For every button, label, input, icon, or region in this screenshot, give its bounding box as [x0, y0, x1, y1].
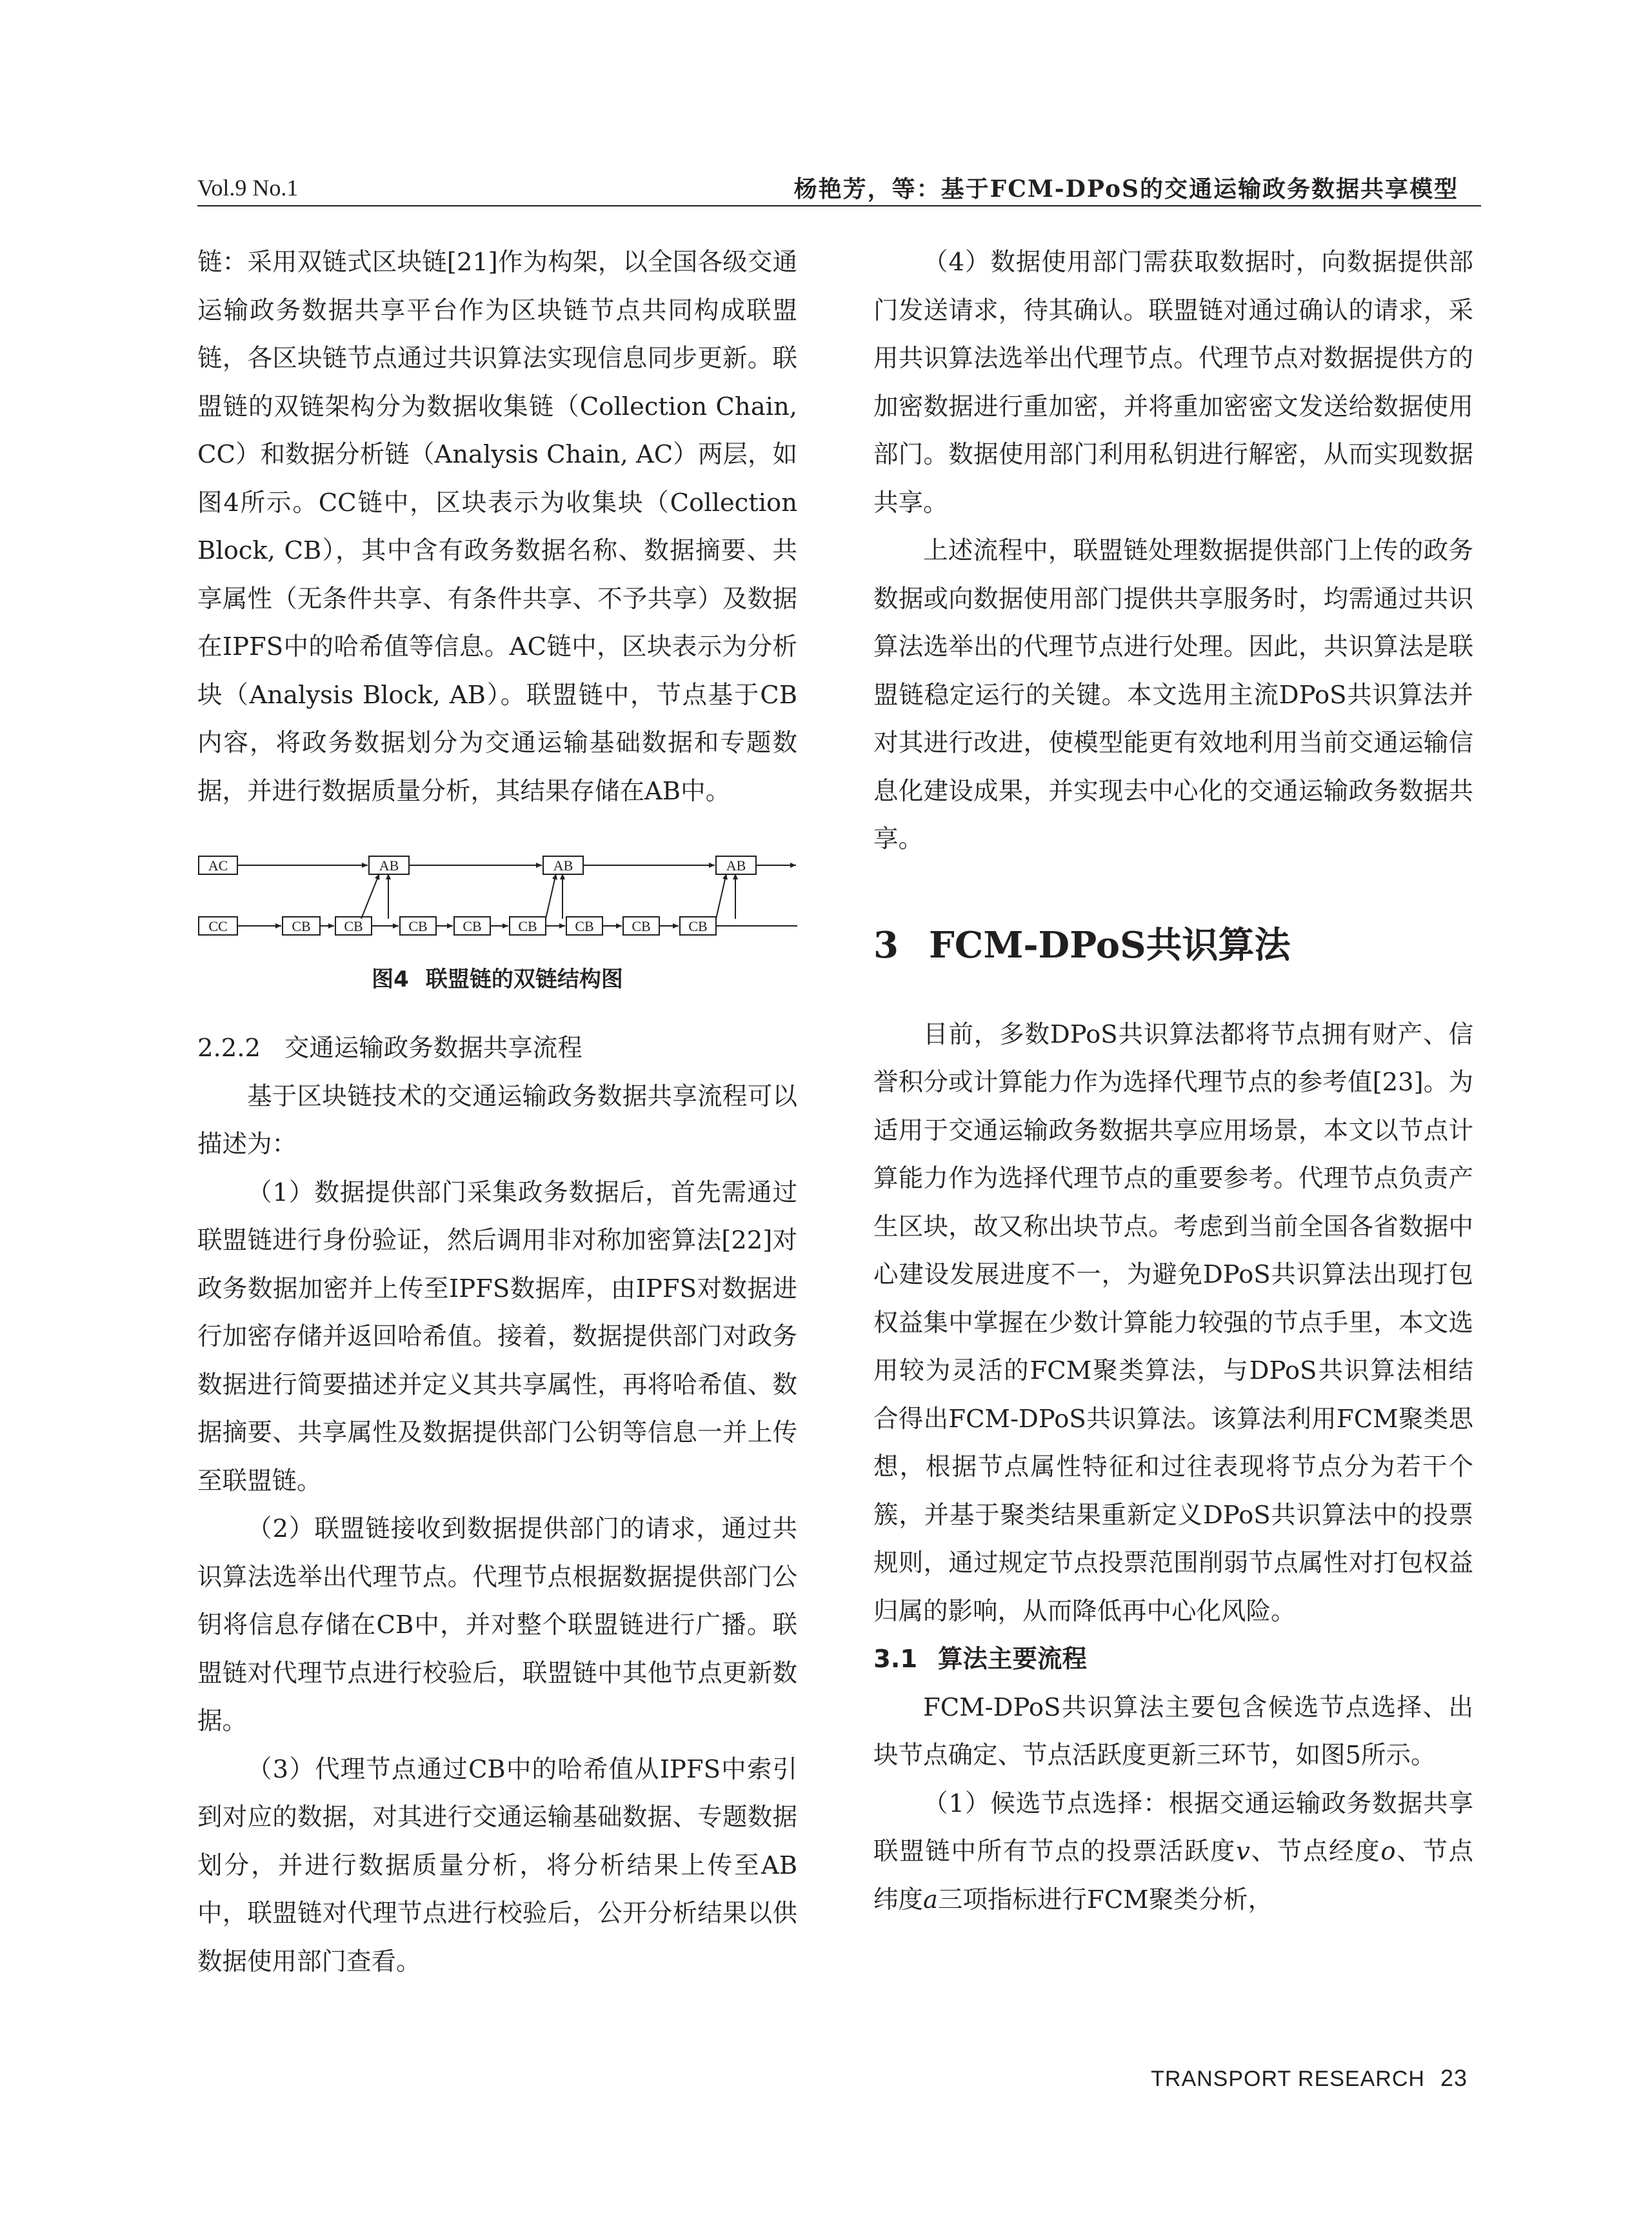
- variable-v: v: [1236, 1837, 1250, 1866]
- subsection-title: 算法主要流程: [938, 1645, 1088, 1674]
- left-column: [197, 239, 797, 1986]
- paragraph: （1）数据提供部门采集政务数据后，首先需通过联盟链进行身份验证，然后调用非对称加密算法[22]对政务数据加密并上传至IPFS数据库，由IPFS对数据进行加密存储并返回哈希值。接着，数据提供部门对政务数据进行简要描述并定义其共享属性，再将哈希值、数据摘要、共享属性及数据提供部门公钥等信息一并上传至联盟链。: [197, 1178, 797, 1496]
- subsection-heading: [197, 1025, 797, 1073]
- cb-block-label: CB: [688, 918, 708, 934]
- ab-block-label: AB: [553, 857, 573, 874]
- cb-block-label: CB: [344, 918, 363, 934]
- section-number: 3: [873, 923, 899, 967]
- variable-a: a: [923, 1885, 938, 1914]
- header-rule: [197, 205, 1481, 206]
- ab-block-label: AB: [379, 857, 399, 874]
- subsection-heading: [873, 1636, 1473, 1684]
- figure-title: 联盟链的双链结构图: [425, 967, 623, 992]
- dual-chain-diagram: [197, 854, 797, 958]
- page-footer: [1151, 2065, 1468, 2092]
- page-number: 23: [1440, 2065, 1468, 2091]
- text-run: 、节点纬度: [873, 1837, 1473, 1914]
- journal-name: TRANSPORT RESEARCH: [1151, 2067, 1425, 2091]
- paragraph: 上述流程中，联盟链处理数据提供部门上传的政务数据或向数据使用部门提供共享服务时，均需通过共识算法选举出的代理节点进行处理。因此，共识算法是联盟链稳定运行的关键。本文选用主流DPoS共识算法并对其进行改进，使模型能更有效地利用当前交通运输信息化建设成果，并实现去中心化的交通运输政务数据共享。: [873, 536, 1473, 854]
- running-title: 杨艳芳，等：基于FCM-DPoS的交通运输政务数据共享模型: [793, 175, 1458, 203]
- figure-number: 图4: [372, 967, 409, 992]
- subsection-number: 3.1: [873, 1645, 918, 1674]
- ac-chain-label: AC: [208, 857, 228, 874]
- cb-block-label: CB: [518, 918, 537, 934]
- subsection-number: 2.2.2: [197, 1034, 261, 1063]
- text-run: （1）候选节点选择：根据交通运输政务数据共享联盟链中所有节点的投票活跃度: [873, 1789, 1473, 1866]
- paragraph: （3）代理节点通过CB中的哈希值从IPFS中索引到对应的数据，对其进行交通运输基础数据、专题数据划分，并进行数据质量分析，将分析结果上传至AB中，联盟链对代理节点进行校验后，公开分析结果以供数据使用部门查看。: [197, 1754, 797, 1976]
- text-run: 、节点经度: [1249, 1837, 1381, 1866]
- cb-block-label: CB: [575, 918, 594, 934]
- paragraph: 链：采用双链式区块链[21]作为构架，以全国各级交通运输政务数据共享平台作为区块链节点共同构成联盟链，各区块链节点通过共识算法实现信息同步更新。联盟链的双链架构分为数据收集链（Collection Chain, CC）和数据分析链（Analysis Chain, AC）两层，如图4所示。CC链中，区块表示为收集块（Collection Block, CB），其中含有政务数据名称、数据摘要、共享属性（无条件共享、有条件共享、不予共享）及数据在IPFS中的哈希值等信息。AC链中，区块表示为分析块（Analysis Block, AB）。联盟链中，节点基于CB内容，将政务数据划分为交通运输基础数据和专题数据，并进行数据质量分析，其结果存储在AB中。: [197, 248, 797, 806]
- figure-4: [197, 854, 797, 999]
- paragraph: 基于区块链技术的交通运输政务数据共享流程可以描述为：: [197, 1081, 797, 1159]
- cb-block-label: CB: [632, 918, 651, 934]
- figure-caption: [197, 960, 797, 999]
- subsection-title: 交通运输政务数据共享流程: [284, 1034, 582, 1063]
- paragraph: 目前，多数DPoS共识算法都将节点拥有财产、信誉积分或计算能力作为选择代理节点的参考值[23]。为适用于交通运输政务数据共享应用场景，本文以节点计算能力作为选择代理节点的重要参考。代理节点负责产生区块，故又称出块节点。考虑到当前全国各省数据中心建设发展进度不一，为避免DPoS共识算法出现打包权益集中掌握在少数计算能力较强的节点手里，本文选用较为灵活的FCM聚类算法，与DPoS共识算法相结合得出FCM-DPoS共识算法。该算法利用FCM聚类思想，根据节点属性特征和过往表现将节点分为若干个簇，并基于聚类结果重新定义DPoS共识算法中的投票规则，通过规定节点投票范围削弱节点属性对打包权益归属的影响，从而降低再中心化风险。: [873, 1019, 1473, 1626]
- journal-volume: Vol.9 No.1: [197, 175, 299, 201]
- paragraph: （2）联盟链接收到数据提供部门的请求，通过共识算法选举出代理节点。代理节点根据数据提供部门公钥将信息存储在CB中，并对整个联盟链进行广播。联盟链对代理节点进行校验后，联盟链中其他节点更新数据。: [197, 1514, 797, 1736]
- right-column: [873, 239, 1473, 1924]
- cb-block-label: CB: [408, 918, 428, 934]
- section-heading: [873, 919, 1473, 971]
- section-title: FCM-DPoS共识算法: [929, 923, 1291, 967]
- paragraph: [873, 1780, 1473, 1925]
- text-run: 三项指标进行FCM聚类分析，: [937, 1885, 1273, 1914]
- paragraph: （4）数据使用部门需获取数据时，向数据提供部门发送请求，待其确认。联盟链对通过确认的请求，采用共识算法选举出代理节点。代理节点对数据提供方的加密数据进行重加密，并将重加密密文发送给数据使用部门。数据使用部门利用私钥进行解密，从而实现数据共享。: [873, 248, 1473, 517]
- cc-chain-label: CC: [208, 918, 228, 934]
- cb-block-label: CB: [292, 918, 311, 934]
- paragraph: FCM-DPoS共识算法主要包含候选节点选择、出块节点确定、节点活跃度更新三环节，如图5所示。: [873, 1692, 1473, 1770]
- ab-block-label: AB: [726, 857, 746, 874]
- cb-block-label: CB: [463, 918, 482, 934]
- variable-o: o: [1380, 1837, 1396, 1866]
